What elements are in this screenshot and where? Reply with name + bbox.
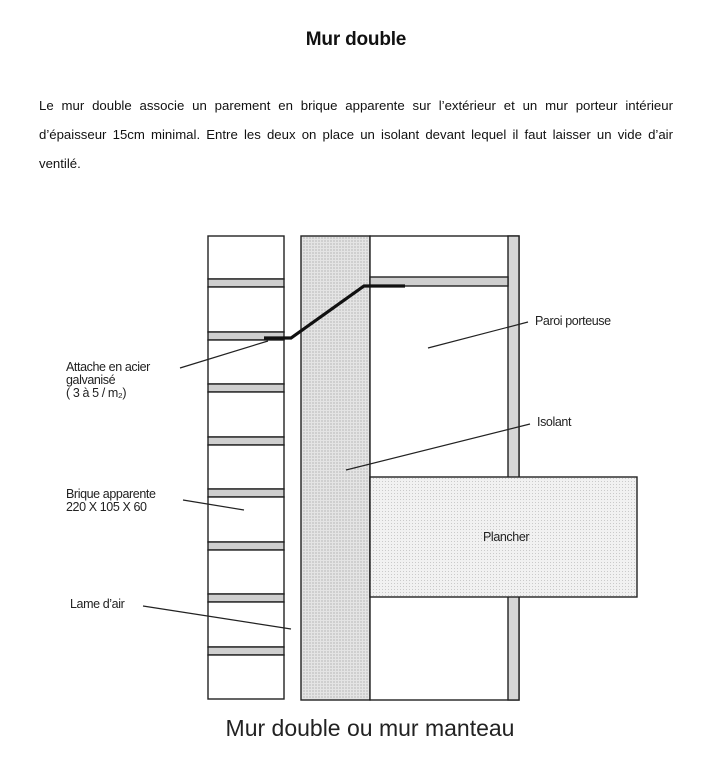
bearing-wall: [370, 236, 519, 700]
brick-facing: [208, 236, 284, 699]
label-plancher: Plancher: [483, 530, 530, 544]
label-attache-line3: ( 3 à 5 / m₂): [66, 386, 127, 400]
label-brique-line2: 220 X 105 X 60: [66, 500, 147, 514]
label-brique-line1: Brique apparente: [66, 487, 156, 501]
figure-caption: Mur double ou mur manteau: [225, 715, 515, 741]
label-attache-line1: Attache en acier: [66, 360, 150, 374]
page-title: Mur double: [305, 29, 407, 50]
label-lame-air: Lame d’air: [70, 597, 125, 611]
label-paroi-porteuse: Paroi porteuse: [535, 314, 611, 328]
label-attache-line2: galvanisé: [66, 373, 116, 387]
label-isolant: Isolant: [537, 415, 572, 429]
intro-paragraph: Le mur double associe un parement en brique apparente sur l’extérieur et un mur porteur intérieur d’épaisseur 15cm minimal. Entre les deux on place un isolant devant lequel il faut laisser un vide d’air ventilé.: [39, 98, 673, 171]
